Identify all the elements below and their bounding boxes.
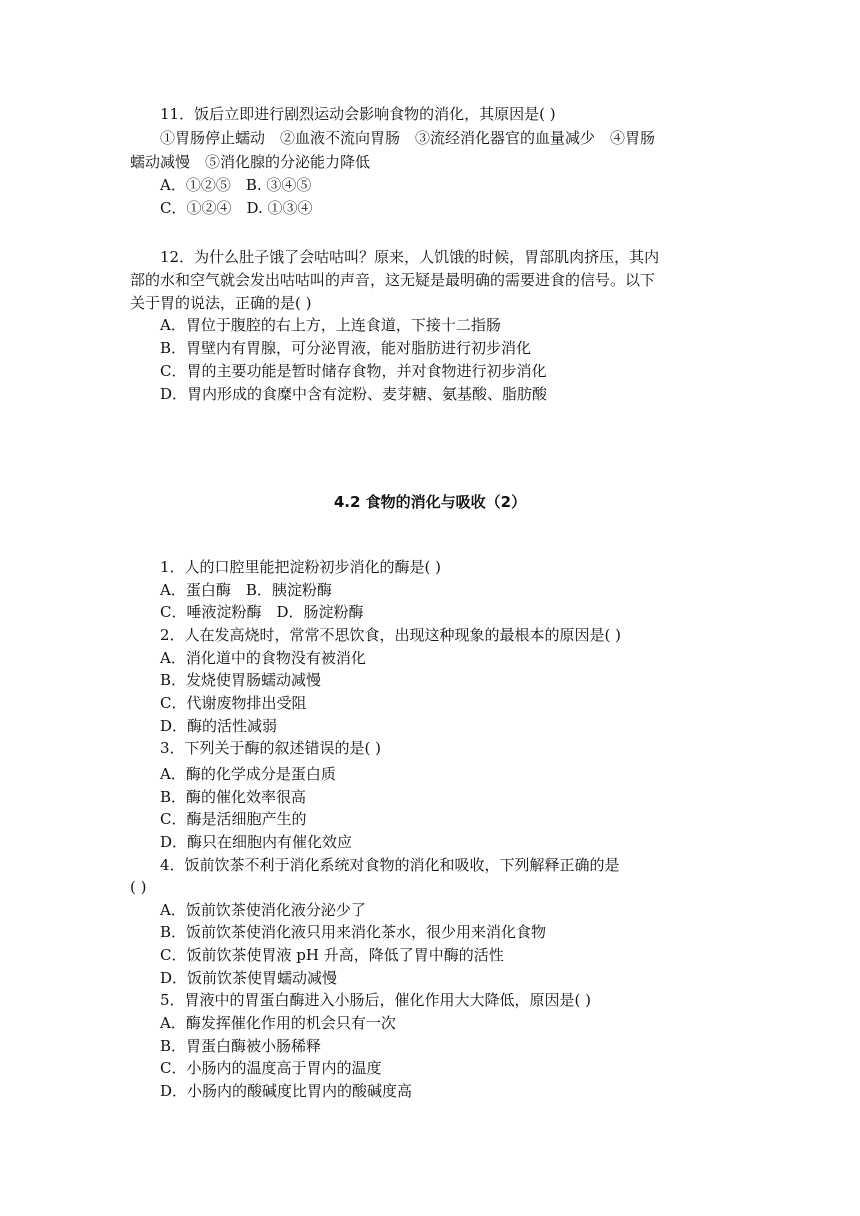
s2-q5-option-d: D．小肠内的酸碱度比胃内的酸碱度高	[160, 1082, 413, 1100]
s2-q4-option-b: B．饭前饮茶使消化液只用来消化茶水，很少用来消化食物	[160, 923, 547, 941]
q11-options-line1: A．①②⑤ B. ③④⑤	[160, 176, 312, 194]
q12-option-d: D．胃内形成的食糜中含有淀粉、麦芽糖、氨基酸、脂肪酸	[160, 385, 548, 403]
s2-q2-option-a: A．消化道中的食物没有被消化	[160, 649, 366, 667]
s2-q3-option-d: D．酶只在细胞内有催化效应	[160, 833, 353, 851]
s2-q2-option-d: D．酶的活性减弱	[160, 717, 278, 735]
q12-option-c: C．胃的主要功能是暂时储存食物，并对食物进行初步消化	[160, 362, 547, 380]
s2-q1-stem: 1．人的口腔里能把淀粉初步消化的酶是( )	[160, 558, 442, 576]
q12-option-b: B．胃壁内有胃腺，可分泌胃液，能对脂肪进行初步消化	[160, 339, 532, 357]
q11-items-line1: ①胃肠停止蠕动 ②血液不流向胃肠 ③流经消化器官的血量减少 ④胃肠	[160, 129, 656, 147]
s2-q3-stem: 3．下列关于酶的叙述错误的是( )	[160, 739, 382, 757]
s2-q3-option-c: C．酶是活细胞产生的	[160, 810, 307, 828]
section-title: 4.2 食物的消化与吸收（2）	[333, 493, 527, 511]
s2-q2-option-c: C．代谢废物排出受阻	[160, 694, 307, 712]
s2-q5-stem: 5．胃液中的胃蛋白酶进入小肠后，催化作用大大降低，原因是( )	[160, 991, 592, 1009]
s2-q4-option-a: A．饭前饮茶使消化液分泌少了	[160, 901, 366, 919]
s2-q4-option-c: C．饭前饮茶使胃液 pH 升高，降低了胃中酶的活性	[160, 946, 504, 964]
q12-stem-line3: 关于胃的说法，正确的是( )	[130, 294, 312, 312]
q11-stem: 11．饭后立即进行剧烈运动会影响食物的消化，其原因是( )	[160, 105, 556, 123]
s2-q5-option-b: B．胃蛋白酶被小肠稀释	[160, 1037, 322, 1055]
s2-q5-option-c: C．小肠内的温度高于胃内的温度	[160, 1059, 382, 1077]
q12-stem-line2: 部的水和空气就会发出咕咕叫的声音，这无疑是最明确的需要进食的信号。以下	[130, 271, 656, 289]
s2-q1-options-line2: C．唾液淀粉酶 D．肠淀粉酶	[160, 603, 364, 621]
s2-q5-option-a: A．酶发挥催化作用的机会只有一次	[160, 1014, 396, 1032]
s2-q4-option-d: D．饭前饮茶使胃蠕动减慢	[160, 969, 338, 987]
q11-options-line2: C．①②④ D. ①③④	[160, 199, 313, 217]
s2-q4-stem-line1: 4．饭前饮茶不利于消化系统对食物的消化和吸收，下列解释正确的是	[160, 856, 620, 874]
s2-q2-option-b: B．发烧使胃肠蠕动减慢	[160, 671, 322, 689]
s2-q4-stem-line2: ( )	[130, 878, 147, 896]
q12-option-a: A．胃位于腹腔的右上方，上连食道，下接十二指肠	[160, 316, 501, 334]
q11-items-line2: 蠕动减慢 ⑤消化腺的分泌能力降低	[130, 153, 371, 171]
s2-q2-stem: 2．人在发高烧时，常常不思饮食，出现这种现象的最根本的原因是( )	[160, 626, 622, 644]
s2-q3-option-b: B．酶的催化效率很高	[160, 788, 307, 806]
s2-q1-options-line1: A．蛋白酶 B．胰淀粉酶	[160, 581, 332, 599]
s2-q3-option-a: A．酶的化学成分是蛋白质	[160, 765, 336, 783]
q12-stem-line1: 12．为什么肚子饿了会咕咕叫？原来，人饥饿的时候，胃部肌肉挤压，其内	[160, 248, 660, 266]
